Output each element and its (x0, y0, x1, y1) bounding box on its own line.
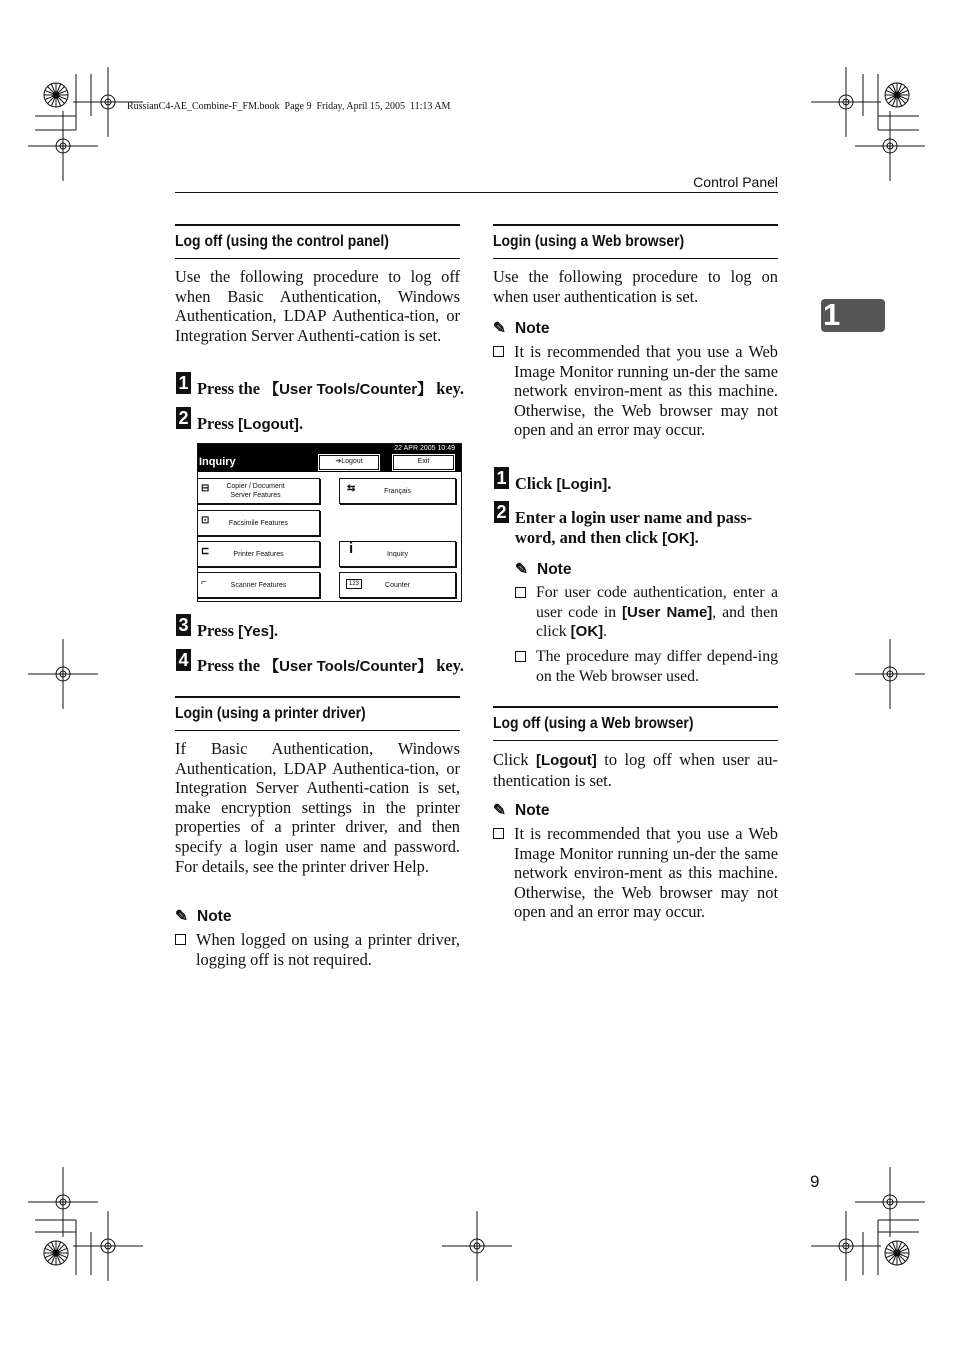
crop-mark-mid-left (28, 639, 98, 709)
step-text: Press the 【User Tools/Counter】 key. (197, 379, 465, 398)
section-title-logoff-control-panel: Log off (using the control panel) (175, 224, 460, 259)
checkbox-bullet-icon (515, 587, 526, 598)
step-number: 1 (494, 467, 509, 489)
step-number: 2 (176, 407, 191, 429)
language-key[interactable]: ⇆ Français (339, 478, 456, 504)
note-heading: ✎ Note (175, 908, 232, 925)
paragraph-printer-driver: If Basic Authentication, Windows Authentication, LDAP Authentica-tion, or Integration Server Authenti-cation is set, make encryption settings in the printer properties of a printer driver, and then specify a login user name and password. For details, see the printer driver Help. (175, 739, 460, 876)
step-text: Press [Yes]. (197, 621, 279, 640)
control-panel-screen (197, 443, 462, 602)
crop-mark-bottom-right (811, 1167, 925, 1281)
counter-icon: 123 (346, 579, 362, 589)
copier-features-key[interactable]: ⊟ Copier / Document Server Features (197, 478, 320, 504)
chapter-tab (821, 299, 885, 332)
printer-features-key[interactable]: ⊏ Printer Features (197, 541, 320, 567)
header-rule (175, 192, 778, 193)
step-number: 1 (176, 372, 191, 394)
crop-mark-bottom-left (28, 1167, 143, 1281)
facsimile-features-key[interactable]: ⊡ Facsimile Features (197, 510, 320, 536)
copier-icon: ⊟ (201, 483, 210, 494)
pencil-icon: ✎ (175, 908, 188, 925)
note-heading: ✎ Note (493, 802, 550, 819)
printer-icon: ⊏ (201, 546, 210, 557)
crop-mark-top-right (811, 67, 925, 181)
sub-note-heading: ✎ Note (515, 561, 572, 578)
exit-button[interactable]: Exit (393, 455, 454, 470)
paragraph-login-intro: Use the following procedure to log on when user authentication is set. (493, 267, 778, 306)
section-title-login-printer-driver: Login (using a printer driver) (175, 696, 460, 731)
screen-date: 22 APR 2005 10:49 (198, 444, 461, 454)
page-number: 9 (810, 1172, 820, 1191)
step-number: 3 (176, 614, 191, 636)
logout-button[interactable]: ➔Logout (319, 455, 379, 470)
language-icon: ⇆ (347, 483, 356, 494)
pencil-icon: ✎ (493, 802, 506, 819)
crop-mark-bottom-center (442, 1211, 512, 1281)
note-item: It is recommended that you use a Web Image Monitor running un-der the same network environ-ment as this machine. Otherwise, the Web browser may not open and an error may occur. (493, 342, 778, 440)
checkbox-bullet-icon (493, 346, 504, 357)
inquiry-key[interactable]: i Inquiry (339, 541, 456, 567)
step-text: Press [Logout]. (197, 414, 304, 433)
step-number: 4 (176, 649, 191, 671)
info-icon: i (349, 540, 354, 557)
screen-title: Inquiry (199, 456, 236, 468)
paragraph-logoff-web: Click [Logout] to log off when user au-thentication is set. (493, 750, 778, 790)
note-heading: ✎ Note (493, 320, 550, 337)
note-item: It is recommended that you use a Web Image Monitor running un-der the same network environ-ment as this machine. Otherwise, the Web browser may not open and an error may occur. (493, 824, 778, 922)
paragraph-logoff-intro: Use the following procedure to log off when Basic Authentication, Windows Authentication, LDAP Authentica-tion, or Integration Server Authenti-cation is set. (175, 267, 460, 345)
section-title-logoff-web-browser: Log off (using a Web browser) (493, 706, 778, 741)
section-title-login-web-browser: Login (using a Web browser) (493, 224, 778, 259)
fax-icon: ⊡ (201, 515, 210, 526)
crop-mark-mid-right (855, 639, 925, 709)
step-text: Click [Login]. (515, 474, 612, 493)
chapter-tab-number: 1 (823, 297, 841, 332)
checkbox-bullet-icon (493, 828, 504, 839)
checkbox-bullet-icon (515, 651, 526, 662)
step-number: 2 (494, 501, 509, 523)
sub-note-item: The procedure may differ depend-ing on the Web browser used. (515, 647, 778, 686)
scanner-icon: ⌐ (201, 577, 207, 588)
sub-note-item: For user code authentication, enter a user code in [User Name], and then click [OK]. (515, 583, 778, 642)
crop-mark-top-left (28, 67, 143, 181)
running-header: Control Panel (693, 174, 778, 190)
print-info: RussianC4-AE_Combine-F_FM.book Page 9 Friday, April 15, 2005 11:13 AM (127, 101, 451, 112)
note-item: When logged on using a printer driver, logging off is not required. (175, 930, 460, 969)
pencil-icon: ✎ (493, 320, 506, 337)
scanner-features-key[interactable]: ⌐ Scanner Features (197, 572, 320, 598)
checkbox-bullet-icon (175, 934, 186, 945)
counter-key[interactable]: 123 Counter (339, 572, 456, 598)
step-text: Press the 【User Tools/Counter】 key. (197, 656, 465, 675)
pencil-icon: ✎ (515, 561, 528, 578)
step-text: Enter a login user name and pass-word, and then click [OK]. (515, 508, 753, 547)
